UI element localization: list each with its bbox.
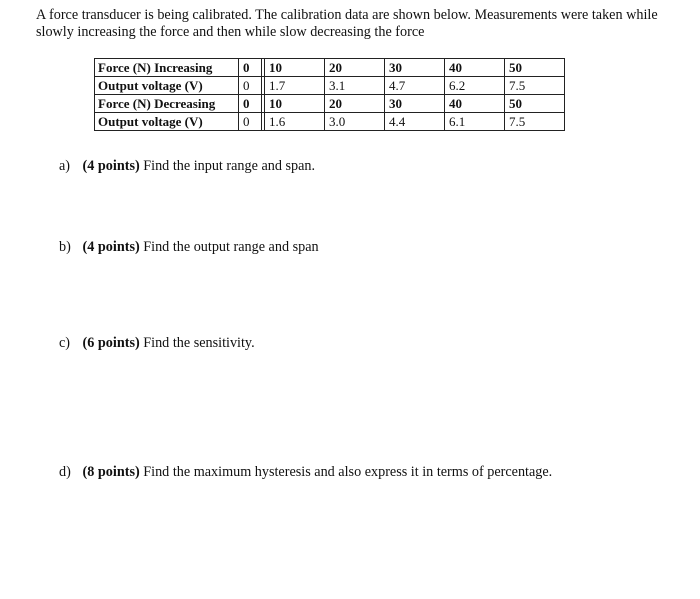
table-row (95, 59, 565, 77)
table-cell: 0 (239, 113, 262, 131)
table-cell: 20 (325, 59, 385, 77)
table-cell: 1.7 (265, 77, 325, 95)
question-letter: b) (59, 239, 71, 255)
table-cell: 4.7 (385, 77, 445, 95)
table-cell: 3.0 (325, 113, 385, 131)
question-letter: a) (59, 158, 71, 174)
question-text: Find the input range and span. (143, 158, 316, 174)
row-label: Force (N) Decreasing (95, 95, 239, 113)
question-points: (6 points) (82, 335, 140, 351)
table-cell: 7.5 (505, 77, 565, 95)
table-cell: 6.1 (445, 113, 505, 131)
table-cell: 30 (385, 59, 445, 77)
table-cell: 50 (505, 95, 565, 113)
question-points: (8 points) (82, 464, 140, 480)
table-cell: 10 (265, 59, 325, 77)
question-letter: c) (59, 335, 71, 351)
table-cell: 3.1 (325, 77, 385, 95)
question-c (59, 335, 255, 352)
table-cell: 10 (265, 95, 325, 113)
table-cell: 0 (239, 77, 262, 95)
table-cell: 0 (239, 59, 262, 77)
table-cell: 4.4 (385, 113, 445, 131)
table-cell: 50 (505, 59, 565, 77)
row-label: Output voltage (V) (95, 113, 239, 131)
problem-intro: A force transducer is being calibrated. The calibration data are shown below. Measurements were taken while slowly increasing the force and then while slow decreasing the force (36, 7, 658, 40)
table-cell: 1.6 (265, 113, 325, 131)
question-points: (4 points) (82, 239, 140, 255)
row-label: Output voltage (V) (95, 77, 239, 95)
calibration-table (94, 58, 565, 131)
table-cell: 40 (445, 95, 505, 113)
table-cell: 40 (445, 59, 505, 77)
question-text: Find the sensitivity. (143, 335, 255, 351)
table-cell: 30 (385, 95, 445, 113)
table-cell: 0 (239, 95, 262, 113)
table-row (95, 95, 565, 113)
question-b (59, 239, 319, 256)
question-a (59, 158, 315, 175)
question-text: Find the output range and span (143, 239, 319, 255)
question-points: (4 points) (82, 158, 140, 174)
table-row (95, 113, 565, 131)
table-cell: 7.5 (505, 113, 565, 131)
question-text: Find the maximum hysteresis and also express it in terms of percentage. (143, 464, 553, 480)
table-cell: 20 (325, 95, 385, 113)
row-label: Force (N) Increasing (95, 59, 239, 77)
question-letter: d) (59, 464, 71, 480)
table-row (95, 77, 565, 95)
table-cell: 6.2 (445, 77, 505, 95)
question-d (59, 464, 552, 481)
